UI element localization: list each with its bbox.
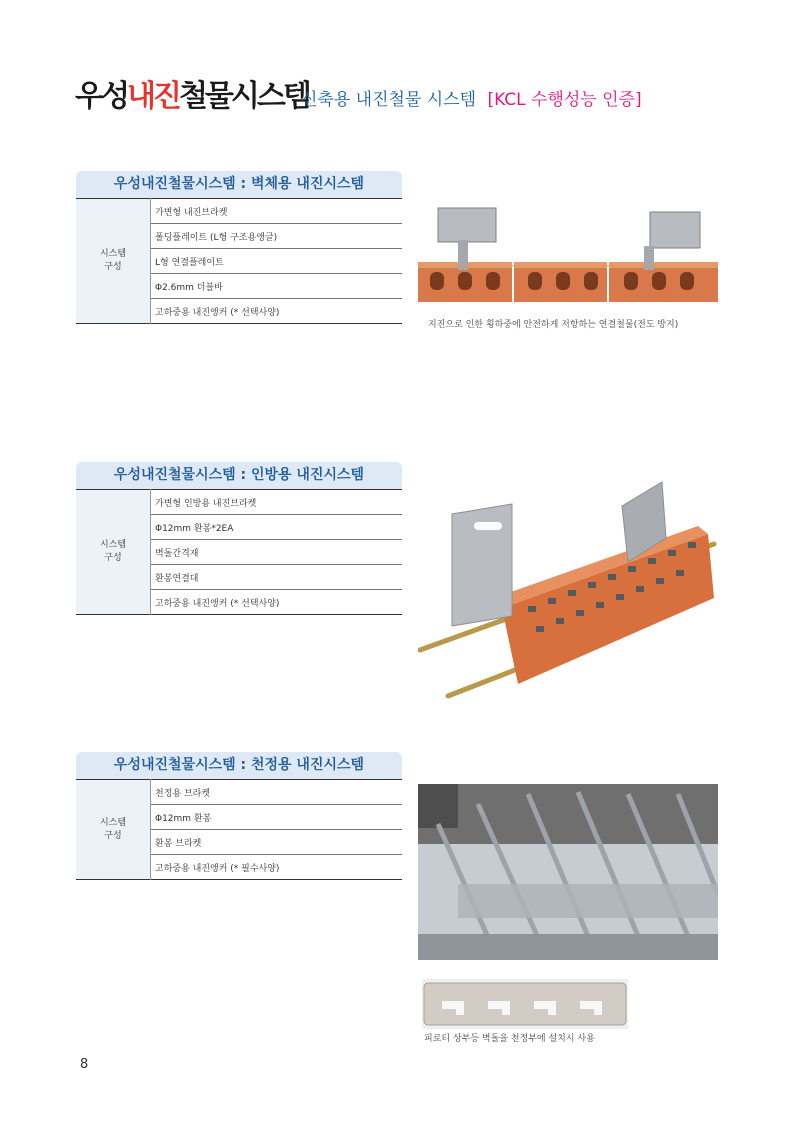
logo-text-3: 철물시스템 <box>178 79 309 114</box>
section-ceiling-system <box>76 752 402 880</box>
composition-table <box>76 779 402 880</box>
component-item: Φ12mm 환봉*2EA <box>151 515 403 540</box>
component-item: 고하중용 내진앵커 (* 선택사양) <box>155 307 280 318</box>
composition-label: 시스템 구성 <box>76 490 151 615</box>
brand-logo <box>75 72 309 122</box>
logo-text-2: 내진 <box>126 79 179 114</box>
wall-photo-caption: 지진으로 인한 횡하중에 안전하게 저항하는 연결철물(전도 방지) <box>428 320 679 330</box>
wall-bracket-illustration <box>418 200 718 310</box>
component-item: Φ12mm 환봉 <box>151 805 403 830</box>
component-item: L형 연결플레이트 <box>151 249 403 274</box>
subtitle-text: 신축용 내진철물 시스템 <box>301 90 477 110</box>
composition-table <box>76 489 402 615</box>
section-title: 우성내진철물시스템 : 인방용 내진시스템 <box>76 462 402 489</box>
lintel-bracket-illustration <box>418 478 718 700</box>
ceiling-bracket-photo <box>422 979 628 1029</box>
page-number: 8 <box>80 1057 89 1072</box>
component-item: 환봉 브라켓 <box>151 830 403 855</box>
composition-label: 시스템 구성 <box>76 199 151 324</box>
ceiling-system-photo <box>418 784 718 960</box>
composition-label: 시스템 구성 <box>76 780 151 880</box>
page-header <box>75 72 755 122</box>
component-item: Φ2.6mm 더블바 <box>151 274 403 299</box>
component-item: 가변형 인방용 내진브라켓 <box>151 490 403 515</box>
page-subtitle <box>301 85 642 110</box>
component-item: 고하중용 내진앵커 (* 선택사양) <box>155 598 280 609</box>
lintel-system-photo <box>418 478 718 700</box>
ceiling-install-illustration <box>418 784 718 960</box>
component-item: 벽돌간격재 <box>151 540 403 565</box>
composition-table <box>76 198 402 324</box>
component-item: 고하중용 내진앵커 (* 필수사양) <box>155 863 280 874</box>
component-item: 환봉연결대 <box>151 565 403 590</box>
component-item: 폴딩플레이트 (L형 구조용앵글) <box>151 224 403 249</box>
component-item: 가변형 내진브라켓 <box>151 199 403 224</box>
ceiling-bracket-illustration <box>422 979 628 1029</box>
section-title: 우성내진철물시스템 : 천정용 내진시스템 <box>76 752 402 779</box>
component-item: 천정용 브라켓 <box>151 780 403 805</box>
section-wall-system <box>76 171 402 324</box>
wall-system-photo <box>418 200 718 310</box>
section-lintel-system <box>76 462 402 615</box>
section-title: 우성내진철물시스템 : 벽체용 내진시스템 <box>76 171 402 198</box>
logo-text-1: 우성 <box>75 79 127 114</box>
ceiling-photo-caption: 피로티 상부등 벽돌을 천정부에 설치시 사용 <box>424 1034 595 1044</box>
kcl-certification: [KCL 수행성능 인증] <box>487 90 642 110</box>
